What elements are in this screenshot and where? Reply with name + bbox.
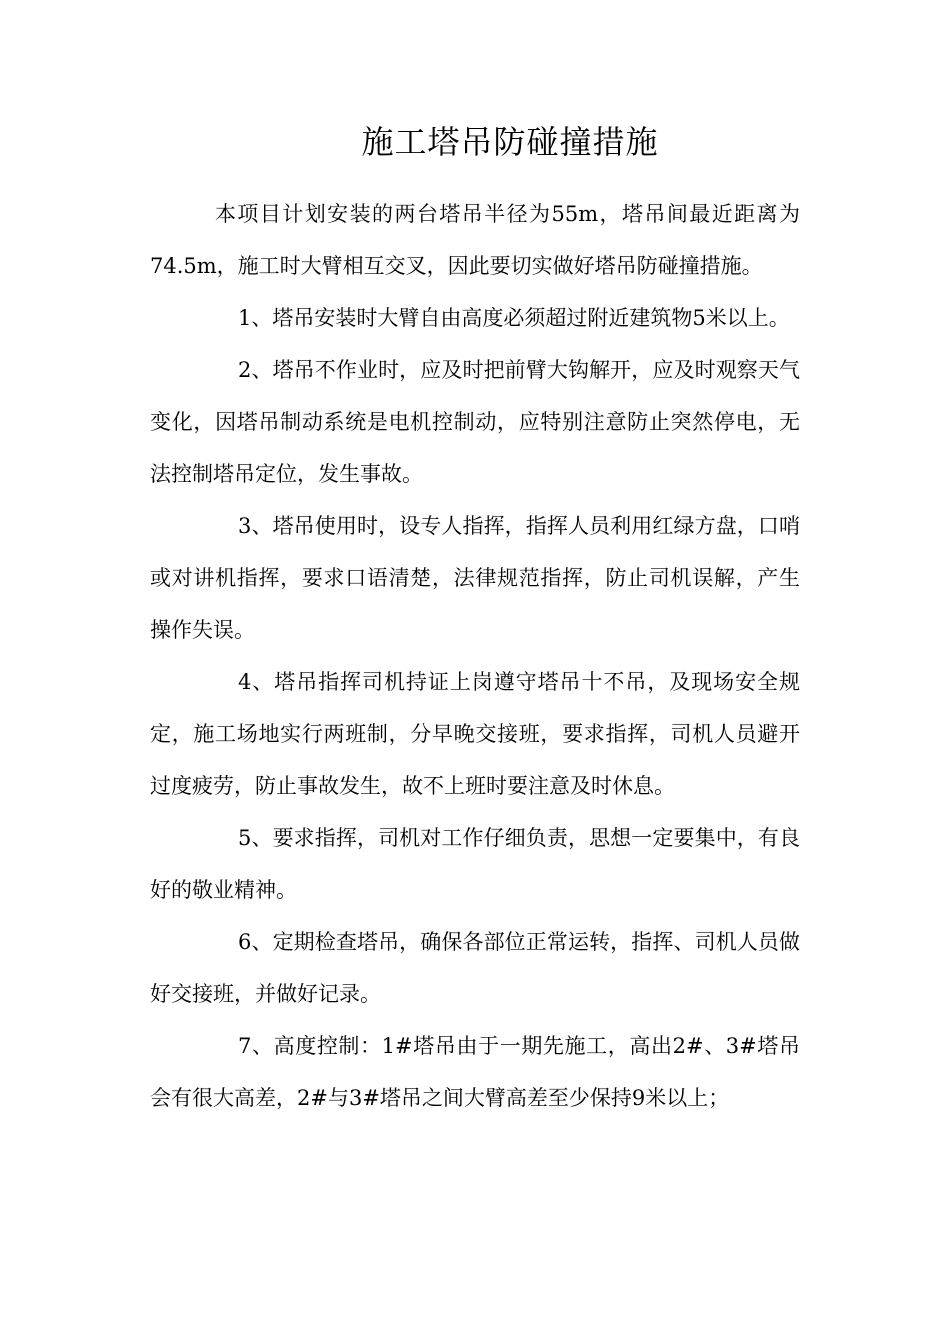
paragraph-item-3: 3、塔吊使用时，设专人指挥，指挥人员利用红绿方盘，口哨或对讲机指挥，要求口语清楚，法律规范指挥，防止司机误解，产生操作失误。: [150, 514, 800, 642]
paragraph-item-1: 1、塔吊安装时大臂自由高度必须超过附近建筑物5米以上。: [238, 306, 790, 330]
document-body: [150, 188, 800, 1124]
document-title: 施工塔吊防碰撞措施: [361, 123, 659, 161]
paragraph-item-6: 6、定期检查塔吊，确保各部位正常运转，指挥、司机人员做好交接班，并做好记录。: [150, 930, 800, 1006]
paragraph-intro: 本项目计划安装的两台塔吊半径为55m，塔吊间最近距离为74.5m，施工时大臂相互交叉，因此要切实做好塔吊防碰撞措施。: [150, 202, 800, 278]
paragraph-item-4: 4、塔吊指挥司机持证上岗遵守塔吊十不吊，及现场安全规定，施工场地实行两班制，分早晚交接班，要求指挥，司机人员避开过度疲劳，防止事故发生，故不上班时要注意及时休息。: [150, 670, 800, 798]
paragraph-item-5: 5、要求指挥，司机对工作仔细负责，思想一定要集中，有良好的敬业精神。: [150, 826, 800, 902]
paragraph-item-7: 7、高度控制：1#塔吊由于一期先施工，高出2#、3#塔吊会有很大高差，2#与3#塔吊之间大臂高差至少保持9米以上；: [150, 1034, 800, 1110]
paragraph-item-2: 2、塔吊不作业时，应及时把前臂大钩解开，应及时观察天气变化，因塔吊制动系统是电机控制动，应特别注意防止突然停电，无法控制塔吊定位，发生事故。: [150, 358, 800, 486]
